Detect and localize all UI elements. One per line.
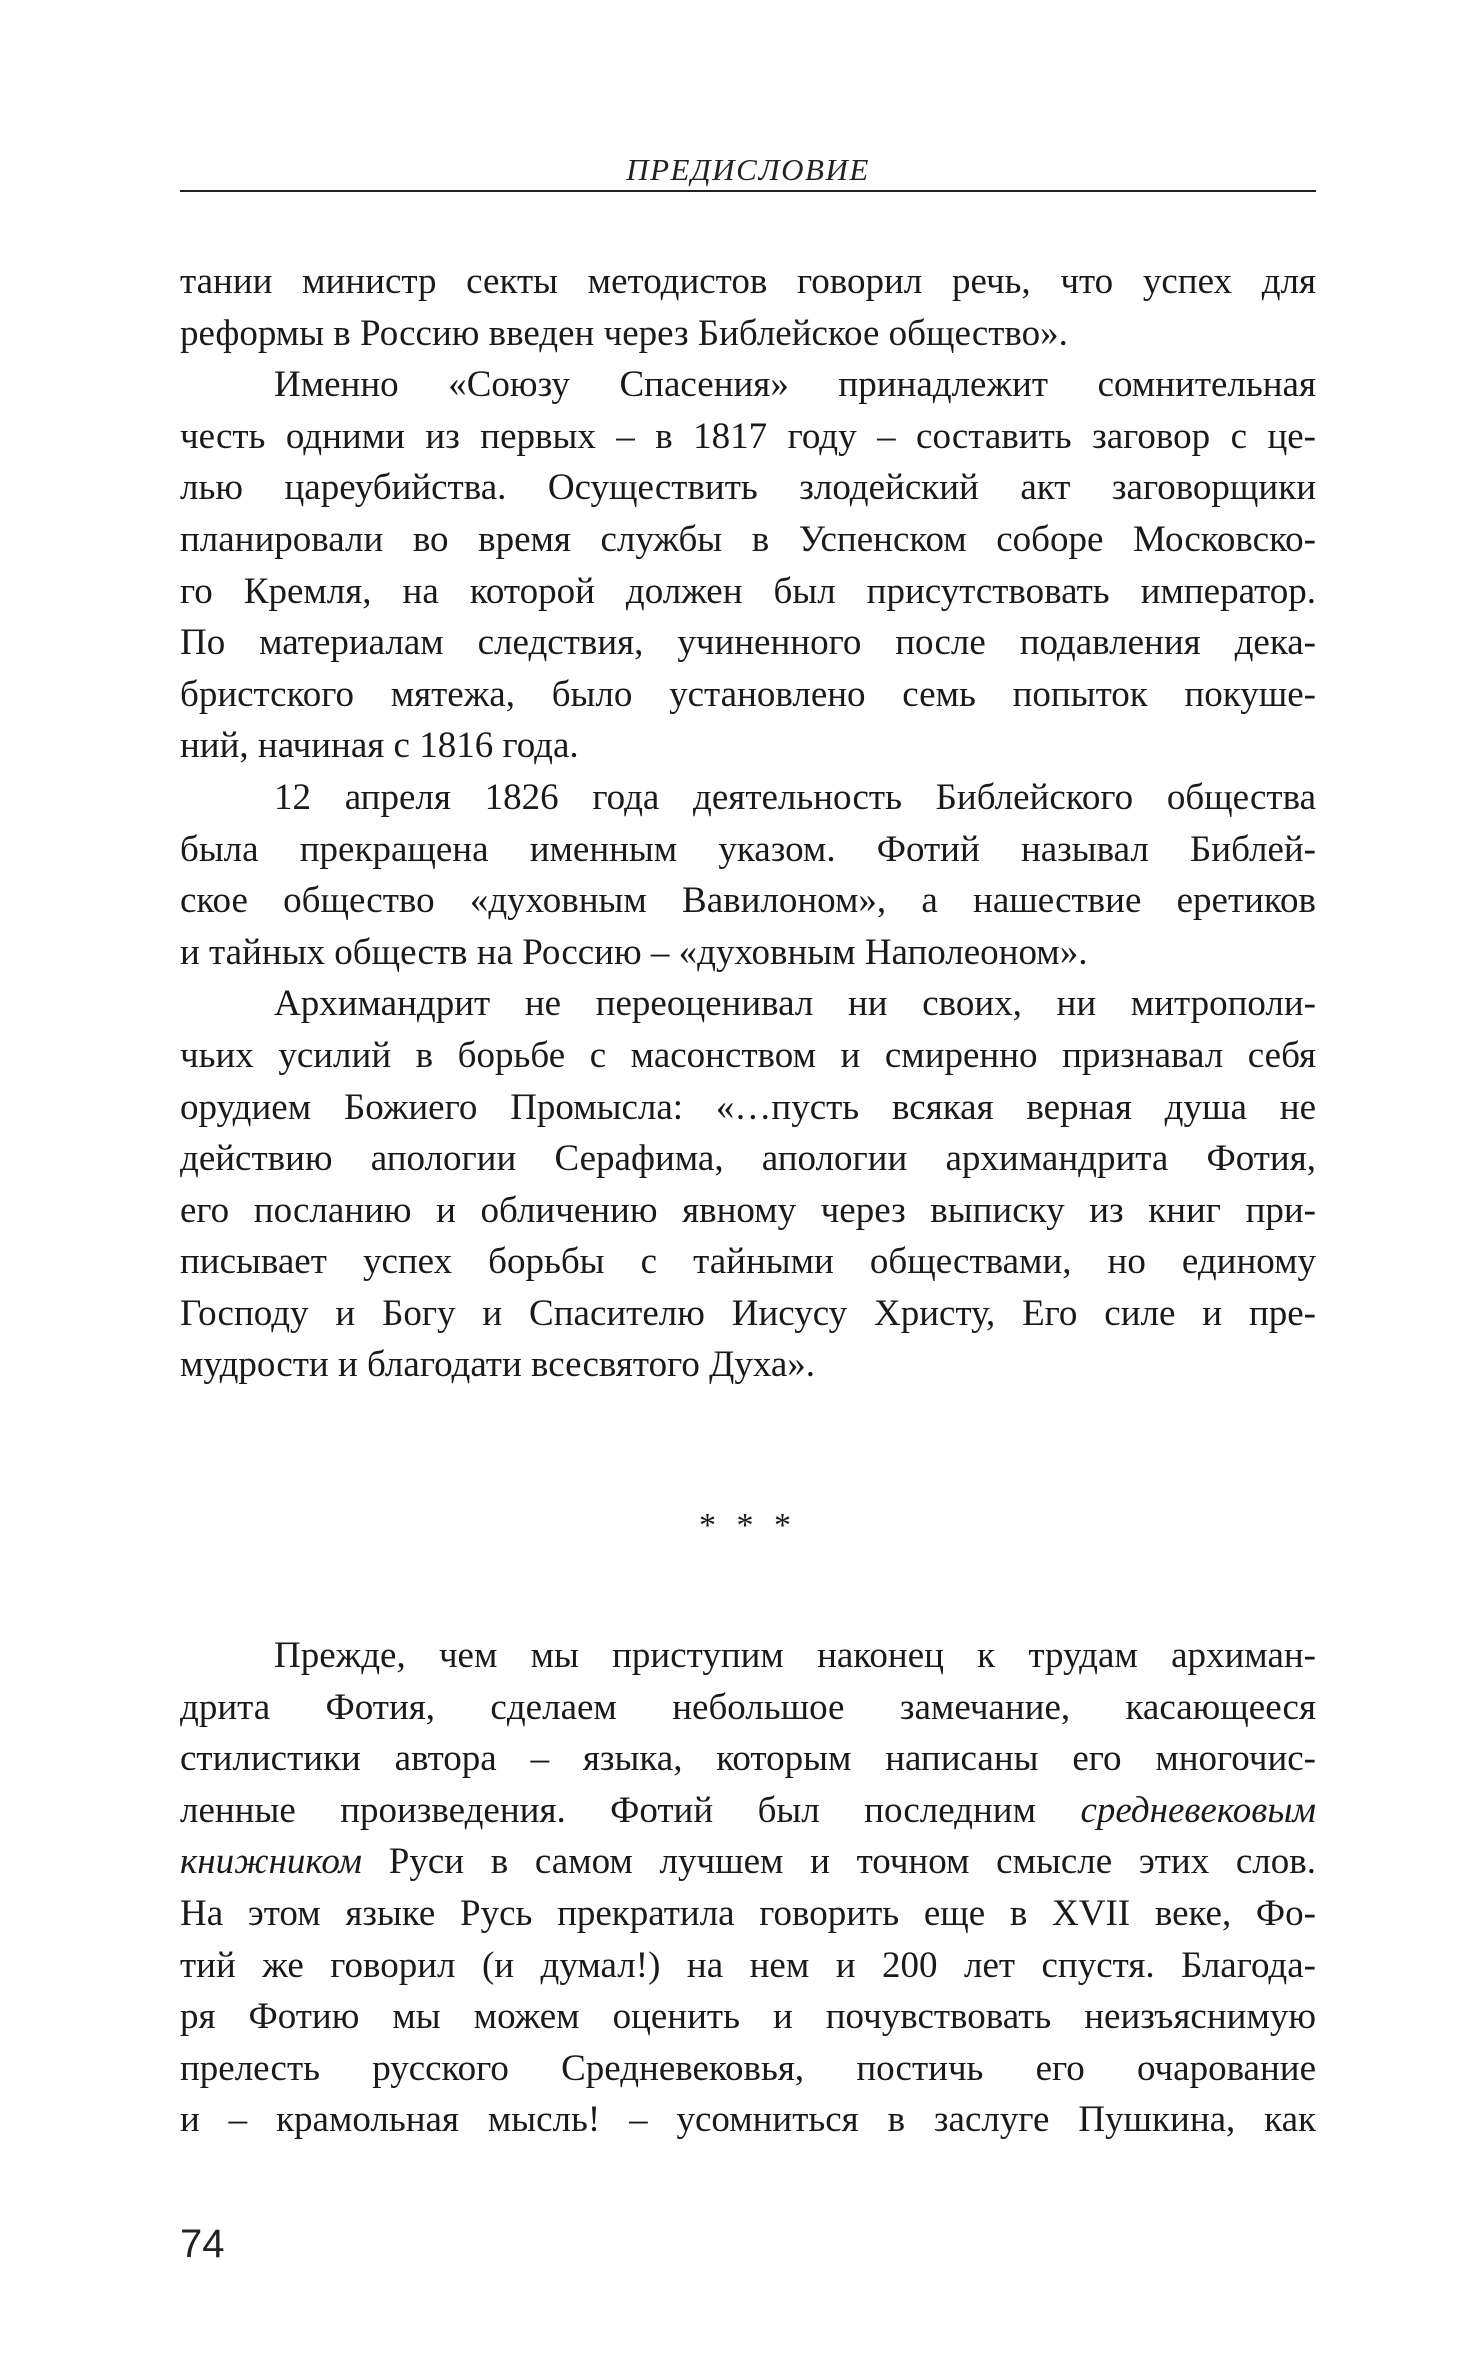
text-line: тании министр секты методистов говорил речь, что успех для [180,261,1316,302]
text-line: действию апологии Серафима, апологии архимандрита Фотия, [180,1138,1316,1180]
text-line: реформы в Россию введен через Библейское общество». [180,312,1068,354]
text-block-2 [180,1630,1316,2146]
section-separator: * * * [699,1507,797,1544]
text-line: писывает успех борьбы с тайными обществами, но единому [180,1241,1316,1283]
text-line: чьих усилий в борьбе с масонством и смиренно признавал себя [180,1034,1316,1076]
text-line: стилистики автора – языка, которым написаны его многочис- [180,1738,1316,1780]
text-line: его посланию и обличению явному через выписку из книг при- [180,1189,1316,1231]
text-line: ря Фотию мы можем оценить и почувствовать неизъяснимую [180,1996,1316,2038]
text-line: По материалам следствия, учиненного после подавления дека- [180,622,1316,664]
text-line: лью цареубийства. Осуществить злодейский акт заговорщики [180,467,1316,509]
text-line: орудием Божиего Промысла: «…пусть всякая верная душа не [180,1086,1316,1128]
italic-term: средневековым [1080,1789,1316,1831]
text-line: и тайных обществ на Россию – «духовным Наполеоном». [180,931,1088,973]
header-rule [180,190,1316,192]
text-line: тий же говорил (и думал!) на нем и 200 лет спустя. Благода- [180,1944,1316,1986]
running-title: ПРЕДИСЛОВИЕ [626,152,870,187]
text-line: дрита Фотия, сделаем небольшое замечание, касающееся [180,1686,1316,1728]
page-number: 74 [180,2222,225,2266]
text-segment: Руси в самом лучшем и точном смысле этих слов. [362,1841,1316,1883]
text-segment: ленные произведения. Фотий был последним [180,1789,1081,1831]
text-line: Прежде, чем мы приступим наконец к трудам архиман- [274,1635,1316,1676]
text-line: прелесть русского Средневековья, постичь его очарование [180,2047,1316,2089]
text-line: На этом языке Русь прекратила говорить еще в XVII веке, Фо- [180,1892,1316,1934]
text-line: Господу и Богу и Спасителю Иисусу Христу, Его силе и пре- [180,1292,1316,1334]
text-line: Именно «Союзу Спасения» принадлежит сомнительная [274,364,1316,406]
italic-term: книжником [180,1841,363,1883]
text-line [180,1785,1316,1837]
text-line: го Кремля, на которой должен был присутствовать император. [180,570,1316,612]
text-line: бристского мятежа, было установлено семь попыток покуше- [180,673,1316,715]
text-line: ское общество «духовным Вавилоном», а нашествие еретиков [180,880,1316,922]
text-line: ний, начиная с 1816 года. [180,725,579,767]
text-line: и – крамольная мысль! – усомниться в заслуге Пушкина, как [180,2099,1316,2141]
text-line: 12 апреля 1826 года деятельность Библейского общества [274,776,1316,818]
text-line: честь одними из первых – в 1817 году – составить заговор с це- [180,415,1316,457]
text-line: Архимандрит не переоценивал ни своих, ни митрополи- [274,983,1316,1025]
text-line: была прекращена именным указом. Фотий называл Библей- [180,828,1316,870]
text-line: планировали во время службы в Успенском соборе Московско- [180,518,1316,560]
text-block-1 [180,256,1316,1391]
text-line: мудрости и благодати всесвятого Духа». [180,1344,816,1386]
text-line [180,1836,1316,1888]
